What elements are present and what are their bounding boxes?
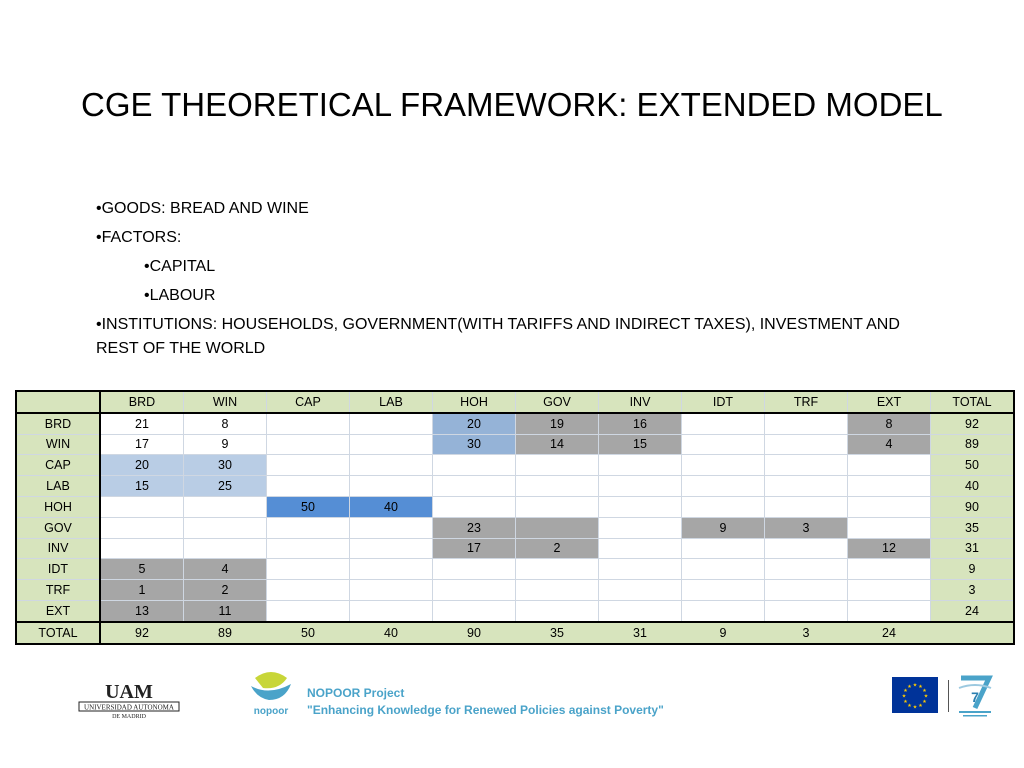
- table-row: [16, 413, 1014, 434]
- eu-star-icon: ★: [901, 693, 907, 700]
- eu-star-icon: ★: [907, 683, 912, 690]
- table-cell: 90: [931, 496, 1015, 517]
- table-cell: [100, 517, 184, 538]
- table-cell: 9: [931, 559, 1015, 580]
- col-header-brd: BRD: [100, 391, 184, 413]
- table-cell: 9: [682, 517, 765, 538]
- table-cell: [350, 476, 433, 497]
- eu-star-icon: ★: [922, 699, 927, 705]
- table-cell: [350, 580, 433, 601]
- table-cell: [765, 538, 848, 559]
- eu-star-icon: ★: [918, 683, 923, 690]
- table-cell: [765, 455, 848, 476]
- table-cell: 23: [433, 517, 516, 538]
- table-cell: [682, 600, 765, 621]
- table-cell: 19: [516, 413, 599, 434]
- table-cell: [184, 538, 267, 559]
- table-cell: 20: [100, 455, 184, 476]
- table-cell: [100, 496, 184, 517]
- table-cell: 24: [848, 622, 931, 644]
- table-row: [16, 476, 1014, 497]
- table-cell: [184, 517, 267, 538]
- col-header-ext: EXT: [848, 391, 931, 413]
- table-cell: [848, 476, 931, 497]
- project-name: NOPOOR Project: [307, 686, 405, 700]
- eu-star-icon: ★: [903, 688, 908, 694]
- table-cell: 8: [848, 413, 931, 434]
- table-cell: [765, 434, 848, 455]
- table-cell: 92: [100, 622, 184, 644]
- table-row: [16, 538, 1014, 559]
- eu-star-icon: ★: [907, 703, 912, 710]
- uam-logo: [77, 678, 181, 720]
- eu-star-icon: ★: [903, 699, 908, 705]
- table-cell: 3: [765, 517, 848, 538]
- eu-star-icon: ★: [922, 688, 927, 694]
- table-cell: [848, 455, 931, 476]
- table-cell: [433, 476, 516, 497]
- table-cell: [599, 600, 682, 621]
- uam-logo-sub1: UNIVERSIDAD AUTONOMA: [84, 703, 174, 712]
- table-cell: 50: [267, 622, 350, 644]
- table-cell: [267, 476, 350, 497]
- table-cell: [682, 580, 765, 601]
- eu-star-icon: ★: [912, 704, 918, 711]
- table-cell: 9: [682, 622, 765, 644]
- project-info: [307, 685, 664, 719]
- table-cell: 15: [100, 476, 184, 497]
- table-cell: [516, 580, 599, 601]
- table-cell: [267, 580, 350, 601]
- table-cell: 4: [848, 434, 931, 455]
- table-cell: 9: [184, 434, 267, 455]
- row-label: HOH: [16, 496, 100, 517]
- table-cell: [350, 600, 433, 621]
- table-cell: 5: [100, 559, 184, 580]
- bullet-factors: •FACTORS:: [96, 229, 182, 246]
- table-cell: 2: [184, 580, 267, 601]
- row-label: GOV: [16, 517, 100, 538]
- fp7-logo-text: 7: [971, 689, 979, 705]
- table-cell: [433, 455, 516, 476]
- row-label: BRD: [16, 413, 100, 434]
- table-cell: [848, 496, 931, 517]
- table-cell: 89: [184, 622, 267, 644]
- table-cell: [848, 559, 931, 580]
- table-row: [16, 434, 1014, 455]
- table-cell: [848, 600, 931, 621]
- table-cell: 17: [100, 434, 184, 455]
- table-cell: 14: [516, 434, 599, 455]
- table-cell: 25: [184, 476, 267, 497]
- table-row: [16, 455, 1014, 476]
- eu-star-icon: ★: [923, 693, 929, 700]
- bullet-goods: •GOODS: BREAD AND WINE: [96, 200, 309, 217]
- table-row: [16, 559, 1014, 580]
- table-cell: 40: [350, 496, 433, 517]
- table-cell: 50: [931, 455, 1015, 476]
- col-header-idt: IDT: [682, 391, 765, 413]
- table-cell: [682, 434, 765, 455]
- project-tagline: "Enhancing Knowledge for Renewed Policies against Poverty": [307, 703, 664, 717]
- row-label: TRF: [16, 580, 100, 601]
- table-cell: 30: [433, 434, 516, 455]
- table-cell: 13: [100, 600, 184, 621]
- row-label: CAP: [16, 455, 100, 476]
- table-row: [16, 600, 1014, 621]
- table-cell: [516, 476, 599, 497]
- table-cell: [599, 496, 682, 517]
- table-cell: [350, 559, 433, 580]
- table-cell: [682, 496, 765, 517]
- uam-logo-text: UAM: [105, 681, 153, 703]
- table-cell: [267, 517, 350, 538]
- table-cell: 2: [516, 538, 599, 559]
- table-cell: 31: [931, 538, 1015, 559]
- table-cell: [267, 455, 350, 476]
- bullet-list: [96, 197, 916, 366]
- table-cell: [599, 455, 682, 476]
- table-cell: 90: [433, 622, 516, 644]
- sam-table: [15, 390, 1015, 645]
- col-header-lab: LAB: [350, 391, 433, 413]
- table-cell: 24: [931, 600, 1015, 621]
- table-cell: [267, 413, 350, 434]
- row-label: INV: [16, 538, 100, 559]
- table-cell: [765, 496, 848, 517]
- nopoor-logo-text: nopoor: [253, 706, 289, 717]
- table-cell: 3: [765, 622, 848, 644]
- table-cell: [516, 559, 599, 580]
- table-cell: [516, 496, 599, 517]
- eu-star-icon: ★: [918, 703, 923, 710]
- table-cell: [599, 476, 682, 497]
- row-label: IDT: [16, 559, 100, 580]
- eu-star-icon: ★: [912, 682, 918, 689]
- table-cell: [350, 455, 433, 476]
- table-row: [16, 496, 1014, 517]
- table-cell: [848, 517, 931, 538]
- table-cell: 30: [184, 455, 267, 476]
- table-cell: 50: [267, 496, 350, 517]
- logo-separator: [948, 680, 949, 712]
- table-cell: 15: [599, 434, 682, 455]
- row-label: TOTAL: [16, 622, 100, 644]
- table-cell: [682, 538, 765, 559]
- col-header-trf: TRF: [765, 391, 848, 413]
- col-header-hoh: HOH: [433, 391, 516, 413]
- col-header-win: WIN: [184, 391, 267, 413]
- table-cell: 21: [100, 413, 184, 434]
- table-cell: 35: [931, 517, 1015, 538]
- table-cell: 3: [931, 580, 1015, 601]
- table-cell: [765, 476, 848, 497]
- table-cell: [765, 600, 848, 621]
- bullet-labour: •LABOUR: [144, 287, 216, 304]
- eu-flag-icon: [892, 677, 938, 713]
- table-cell: 11: [184, 600, 267, 621]
- slide-title: CGE THEORETICAL FRAMEWORK: EXTENDED MODEL: [81, 86, 943, 123]
- table-row: [16, 517, 1014, 538]
- uam-logo-sub2: DE MADRID: [112, 714, 146, 720]
- table-cell: 35: [516, 622, 599, 644]
- table-cell: 89: [931, 434, 1015, 455]
- nopoor-logo: [249, 668, 293, 718]
- col-header-gov: GOV: [516, 391, 599, 413]
- table-cell: [599, 517, 682, 538]
- footer: [0, 660, 1024, 760]
- col-header-cap: CAP: [267, 391, 350, 413]
- table-cell: [433, 496, 516, 517]
- table-cell: [267, 434, 350, 455]
- table-cell: [516, 455, 599, 476]
- table-cell: [433, 580, 516, 601]
- row-label: EXT: [16, 600, 100, 621]
- table-cell: [765, 413, 848, 434]
- table-cell: 1: [100, 580, 184, 601]
- table-cell: 8: [184, 413, 267, 434]
- table-cell: [931, 622, 1015, 644]
- table-cell: [682, 455, 765, 476]
- table-cell: [516, 600, 599, 621]
- table-cell: [599, 538, 682, 559]
- table-cell: [350, 434, 433, 455]
- row-label: WIN: [16, 434, 100, 455]
- table-cell: [350, 538, 433, 559]
- table-cell: [516, 517, 599, 538]
- bullet-institutions: •INSTITUTIONS: HOUSEHOLDS, GOVERNMENT(WITH TARIFFS AND INDIRECT TAXES), INVESTMENT AND REST OF THE WORLD: [96, 316, 900, 357]
- table-cell: [267, 559, 350, 580]
- table-cell: [267, 600, 350, 621]
- table-cell: 31: [599, 622, 682, 644]
- table-cell: [350, 517, 433, 538]
- header-corner: [16, 391, 100, 413]
- table-cell: 12: [848, 538, 931, 559]
- bullet-capital: •CAPITAL: [144, 258, 216, 275]
- table-row: [16, 622, 1014, 644]
- fp7-logo: [955, 674, 995, 718]
- col-header-inv: INV: [599, 391, 682, 413]
- table-cell: [765, 580, 848, 601]
- table-cell: 17: [433, 538, 516, 559]
- table-cell: [599, 580, 682, 601]
- table-cell: [848, 580, 931, 601]
- table-cell: 4: [184, 559, 267, 580]
- table-cell: 20: [433, 413, 516, 434]
- table-cell: [267, 538, 350, 559]
- row-label: LAB: [16, 476, 100, 497]
- table-cell: [350, 413, 433, 434]
- table-cell: 92: [931, 413, 1015, 434]
- table-cell: 16: [599, 413, 682, 434]
- table-cell: [433, 600, 516, 621]
- table-cell: [599, 559, 682, 580]
- table-cell: [765, 559, 848, 580]
- table-cell: [184, 496, 267, 517]
- table-row: [16, 580, 1014, 601]
- table-cell: [682, 476, 765, 497]
- col-header-total: TOTAL: [931, 391, 1015, 413]
- table-cell: [682, 413, 765, 434]
- table-cell: 40: [350, 622, 433, 644]
- table-cell: [100, 538, 184, 559]
- table-cell: [682, 559, 765, 580]
- table-cell: 40: [931, 476, 1015, 497]
- table-cell: [433, 559, 516, 580]
